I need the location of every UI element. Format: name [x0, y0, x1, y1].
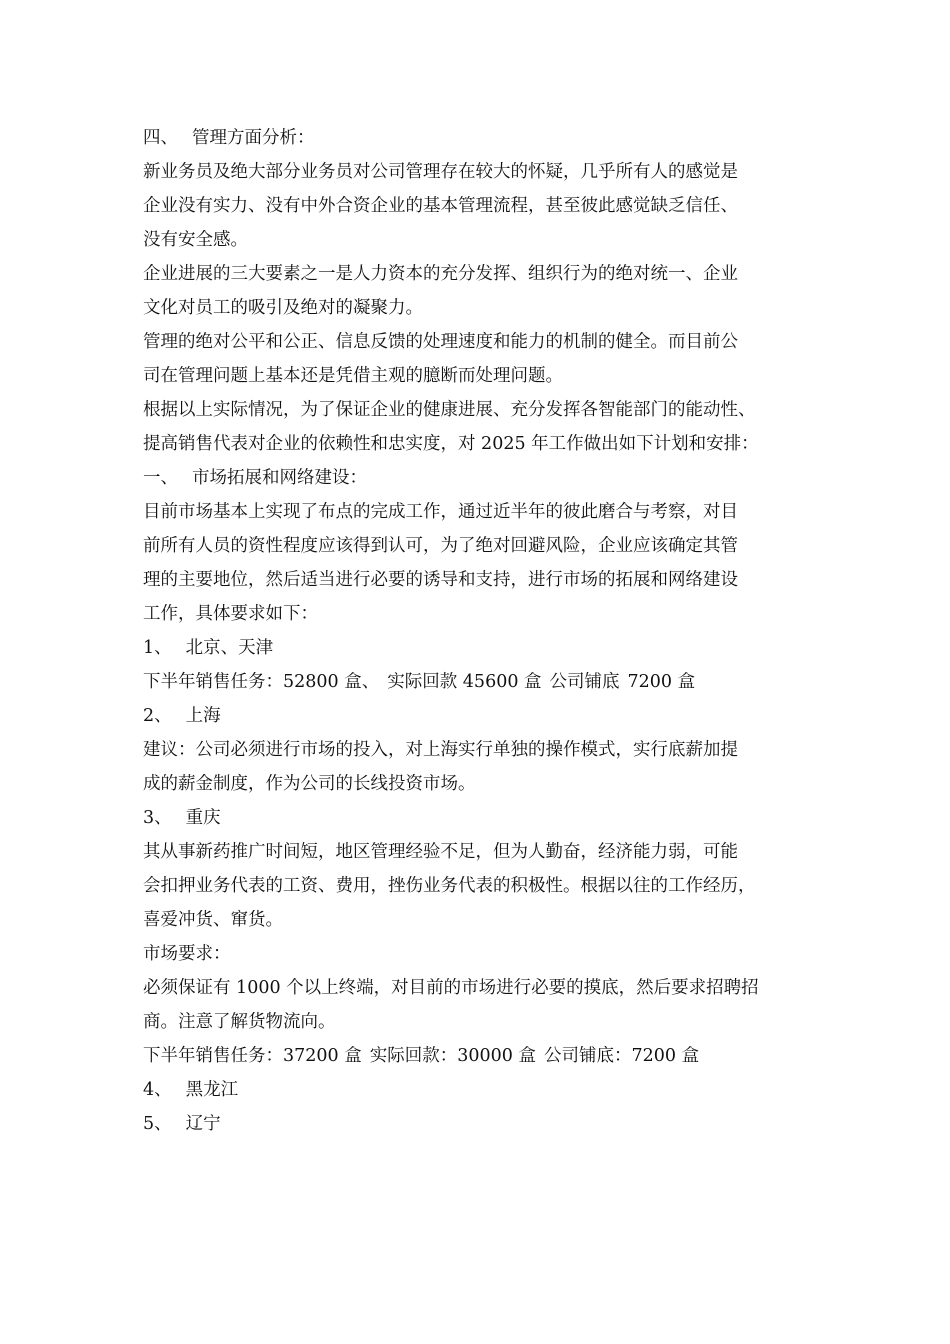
paragraph-line: 前所有人员的资性程度应该得到认可，为了绝对回避风险，企业应该确定其管 — [143, 536, 738, 556]
paragraph-line: 提高销售代表对企业的依赖性和忠实度，对 2025 年工作做出如下计划和安排： — [143, 434, 759, 454]
heading-number: 四、 — [143, 128, 178, 148]
list-item-beijing — [143, 631, 823, 665]
paragraph-line: 建议：公司必须进行市场的投入，对上海实行单独的操作模式，实行底薪加提 — [143, 740, 738, 760]
item-text: 上海 — [185, 706, 221, 726]
list-item-liaoning — [143, 1107, 823, 1141]
paragraph-line: 文化对员工的吸引及绝对的凝聚力。 — [143, 298, 423, 318]
paragraph-line: 司在管理问题上基本还是凭借主观的臆断而处理问题。 — [143, 366, 563, 386]
paragraph-line: 目前市场基本上实现了布点的完成工作，通过近半年的彼此磨合与考察，对目 — [143, 502, 738, 522]
item-number: 5、 — [143, 1114, 172, 1134]
item-text: 辽宁 — [185, 1114, 221, 1134]
paragraph-line: 商。注意了解货物流向。 — [143, 1012, 336, 1032]
list-item-chongqing — [143, 801, 823, 835]
item-number: 3、 — [143, 808, 172, 828]
paragraph-line: 成的薪金制度，作为公司的长线投资市场。 — [143, 774, 476, 794]
heading-text: 市场拓展和网络建设： — [192, 468, 367, 488]
paragraph-line: 没有安全感。 — [143, 230, 248, 250]
section-heading-market — [143, 461, 823, 495]
item-number: 1、 — [143, 638, 172, 658]
heading-number: 一、 — [143, 468, 178, 488]
paragraph-line: 喜爱冲货、窜货。 — [143, 910, 283, 930]
heading-text: 管理方面分析： — [192, 128, 315, 148]
paragraph-line: 市场要求： — [143, 944, 231, 964]
item-number: 4、 — [143, 1080, 172, 1100]
paragraph-line: 必须保证有 1000 个以上终端，对目前的市场进行必要的摸底，然后要求招聘招 — [143, 978, 759, 998]
item-text: 黑龙江 — [185, 1080, 239, 1100]
paragraph-line: 企业进展的三大要素之一是人力资本的充分发挥、组织行为的绝对统一、企业 — [143, 264, 738, 284]
paragraph-line: 工作，具体要求如下： — [143, 604, 318, 624]
paragraph-line: 会扣押业务代表的工资、费用，挫伤业务代表的积极性。根据以往的工作经历， — [143, 876, 756, 896]
list-item-heilongjiang — [143, 1073, 823, 1107]
item-text: 重庆 — [185, 808, 221, 828]
list-item-shanghai — [143, 699, 823, 733]
item-text: 北京、天津 — [185, 638, 274, 658]
paragraph-line: 新业务员及绝大部分业务员对公司管理存在较大的怀疑，几乎所有人的感觉是 — [143, 162, 738, 182]
paragraph-line: 根据以上实际情况，为了保证企业的健康进展、充分发挥各智能部门的能动性、 — [143, 400, 756, 420]
paragraph-line: 企业没有实力、没有中外合资企业的基本管理流程，甚至彼此感觉缺乏信任、 — [143, 196, 738, 216]
section-heading-management — [143, 121, 823, 155]
paragraph-line: 理的主要地位，然后适当进行必要的诱导和支持，进行市场的拓展和网络建设 — [143, 570, 738, 590]
paragraph-line: 管理的绝对公平和公正、信息反馈的处理速度和能力的机制的健全。而目前公 — [143, 332, 738, 352]
sales-target-line: 下半年销售任务：52800 盒、 实际回款 45600 盒 公司铺底 7200 盒 — [143, 672, 696, 692]
item-number: 2、 — [143, 706, 172, 726]
paragraph-line: 其从事新药推广时间短，地区管理经验不足，但为人勤奋，经济能力弱，可能 — [143, 842, 738, 862]
sales-target-line: 下半年销售任务：37200 盒 实际回款：30000 盒 公司铺底：7200 盒 — [143, 1046, 700, 1066]
document-page — [143, 121, 823, 1141]
